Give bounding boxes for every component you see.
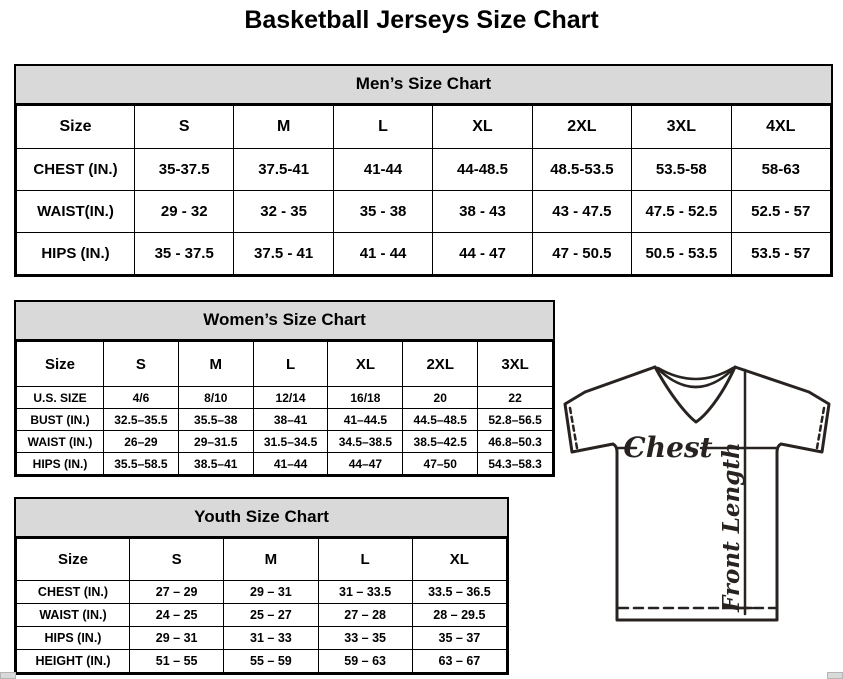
men-cell: 50.5 - 53.5 (632, 233, 731, 275)
youth-row-label: HIPS (IN.) (17, 627, 130, 650)
youth-row-label: HEIGHT (IN.) (17, 650, 130, 673)
youth-cell: 63 – 67 (412, 650, 506, 673)
jersey-outline (565, 367, 829, 620)
men-cell: 37.5-41 (234, 149, 333, 191)
men-row-label: CHEST (IN.) (17, 149, 135, 191)
men-cell: 35-37.5 (135, 149, 234, 191)
youth-cell: 28 – 29.5 (412, 604, 506, 627)
youth-cell: 25 – 27 (224, 604, 318, 627)
youth-column-header: Size (17, 539, 130, 581)
youth-table (16, 538, 507, 673)
women-column-header: L (253, 342, 328, 387)
youth-column-header: S (130, 539, 224, 581)
men-column-header: S (135, 106, 234, 149)
women-row (17, 409, 553, 431)
men-row-label: HIPS (IN.) (17, 233, 135, 275)
men-column-header: 4XL (731, 106, 830, 149)
men-cell: 53.5-58 (632, 149, 731, 191)
men-cell: 44 - 47 (433, 233, 532, 275)
scrollbar-left-stub[interactable] (0, 672, 16, 679)
women-cell: 32.5–35.5 (104, 409, 179, 431)
youth-row (17, 604, 507, 627)
women-cell: 35.5–58.5 (104, 453, 179, 475)
front-length-measure-label: Front Length (718, 442, 745, 612)
women-column-header: S (104, 342, 179, 387)
womens-table (16, 341, 553, 475)
men-cell: 35 - 38 (333, 191, 432, 233)
women-cell: 20 (403, 387, 478, 409)
women-column-header: Size (17, 342, 104, 387)
women-row-label: BUST (IN.) (17, 409, 104, 431)
women-cell: 47–50 (403, 453, 478, 475)
youth-cell: 27 – 29 (130, 581, 224, 604)
men-cell: 44-48.5 (433, 149, 532, 191)
jersey-measurement-diagram (556, 358, 838, 630)
men-cell: 29 - 32 (135, 191, 234, 233)
women-cell: 44.5–48.5 (403, 409, 478, 431)
women-cell: 34.5–38.5 (328, 431, 403, 453)
youth-cell: 24 – 25 (130, 604, 224, 627)
mens-chart-title: Men’s Size Chart (16, 66, 831, 105)
page-title: Basketball Jerseys Size Chart (244, 6, 599, 34)
women-row (17, 431, 553, 453)
youth-row (17, 627, 507, 650)
women-cell: 35.5–38 (178, 409, 253, 431)
scrollbar-right-stub[interactable] (827, 672, 843, 679)
women-cell: 31.5–34.5 (253, 431, 328, 453)
men-row (17, 191, 831, 233)
men-cell: 37.5 - 41 (234, 233, 333, 275)
youth-cell: 55 – 59 (224, 650, 318, 673)
youth-row (17, 581, 507, 604)
women-cell: 41–44.5 (328, 409, 403, 431)
women-cell: 38–41 (253, 409, 328, 431)
women-cell: 54.3–58.3 (478, 453, 553, 475)
youth-cell: 27 – 28 (318, 604, 412, 627)
youth-row (17, 650, 507, 673)
youth-cell: 59 – 63 (318, 650, 412, 673)
women-cell: 46.8–50.3 (478, 431, 553, 453)
women-row-label: WAIST (IN.) (17, 431, 104, 453)
men-cell: 47.5 - 52.5 (632, 191, 731, 233)
men-column-header: L (333, 106, 432, 149)
women-row (17, 453, 553, 475)
youth-cell: 33.5 – 36.5 (412, 581, 506, 604)
womens-chart-title: Women’s Size Chart (16, 302, 553, 341)
women-cell: 52.8–56.5 (478, 409, 553, 431)
men-column-header: M (234, 106, 333, 149)
youth-cell: 51 – 55 (130, 650, 224, 673)
mens-size-chart (14, 64, 833, 277)
men-cell: 35 - 37.5 (135, 233, 234, 275)
women-column-header: 2XL (403, 342, 478, 387)
men-row-label: WAIST(IN.) (17, 191, 135, 233)
youth-row-label: CHEST (IN.) (17, 581, 130, 604)
youth-cell: 35 – 37 (412, 627, 506, 650)
men-cell: 41 - 44 (333, 233, 432, 275)
youth-cell: 31 – 33.5 (318, 581, 412, 604)
men-cell: 41-44 (333, 149, 432, 191)
men-cell: 32 - 35 (234, 191, 333, 233)
women-cell: 29–31.5 (178, 431, 253, 453)
collar-rib-line-2 (657, 368, 734, 387)
men-cell: 53.5 - 57 (731, 233, 830, 275)
women-cell: 41–44 (253, 453, 328, 475)
chest-measure-label: Chest (623, 431, 713, 464)
jersey-diagram-svg (556, 358, 838, 630)
youth-column-header: M (224, 539, 318, 581)
men-row (17, 149, 831, 191)
youth-cell: 31 – 33 (224, 627, 318, 650)
men-cell: 58-63 (731, 149, 830, 191)
men-header-row (17, 106, 831, 149)
womens-size-chart (14, 300, 555, 477)
women-cell: 22 (478, 387, 553, 409)
women-cell: 38.5–42.5 (403, 431, 478, 453)
men-cell: 48.5-53.5 (532, 149, 631, 191)
women-cell: 12/14 (253, 387, 328, 409)
men-column-header: XL (433, 106, 532, 149)
youth-cell: 33 – 35 (318, 627, 412, 650)
men-row (17, 233, 831, 275)
men-column-header: 3XL (632, 106, 731, 149)
women-header-row (17, 342, 553, 387)
women-row (17, 387, 553, 409)
women-cell: 38.5–41 (178, 453, 253, 475)
women-row-label: U.S. SIZE (17, 387, 104, 409)
men-column-header: Size (17, 106, 135, 149)
men-cell: 47 - 50.5 (532, 233, 631, 275)
women-column-header: M (178, 342, 253, 387)
men-cell: 43 - 47.5 (532, 191, 631, 233)
youth-chart-title: Youth Size Chart (16, 499, 507, 538)
women-cell: 16/18 (328, 387, 403, 409)
men-cell: 52.5 - 57 (731, 191, 830, 233)
youth-header-row (17, 539, 507, 581)
women-cell: 44–47 (328, 453, 403, 475)
mens-table (16, 105, 831, 275)
youth-row-label: WAIST (IN.) (17, 604, 130, 627)
youth-cell: 29 – 31 (130, 627, 224, 650)
women-cell: 8/10 (178, 387, 253, 409)
youth-size-chart (14, 497, 509, 675)
men-column-header: 2XL (532, 106, 631, 149)
men-cell: 38 - 43 (433, 191, 532, 233)
youth-cell: 29 – 31 (224, 581, 318, 604)
youth-column-header: L (318, 539, 412, 581)
women-row-label: HIPS (IN.) (17, 453, 104, 475)
women-cell: 26–29 (104, 431, 179, 453)
women-column-header: 3XL (478, 342, 553, 387)
women-cell: 4/6 (104, 387, 179, 409)
youth-column-header: XL (412, 539, 506, 581)
women-column-header: XL (328, 342, 403, 387)
